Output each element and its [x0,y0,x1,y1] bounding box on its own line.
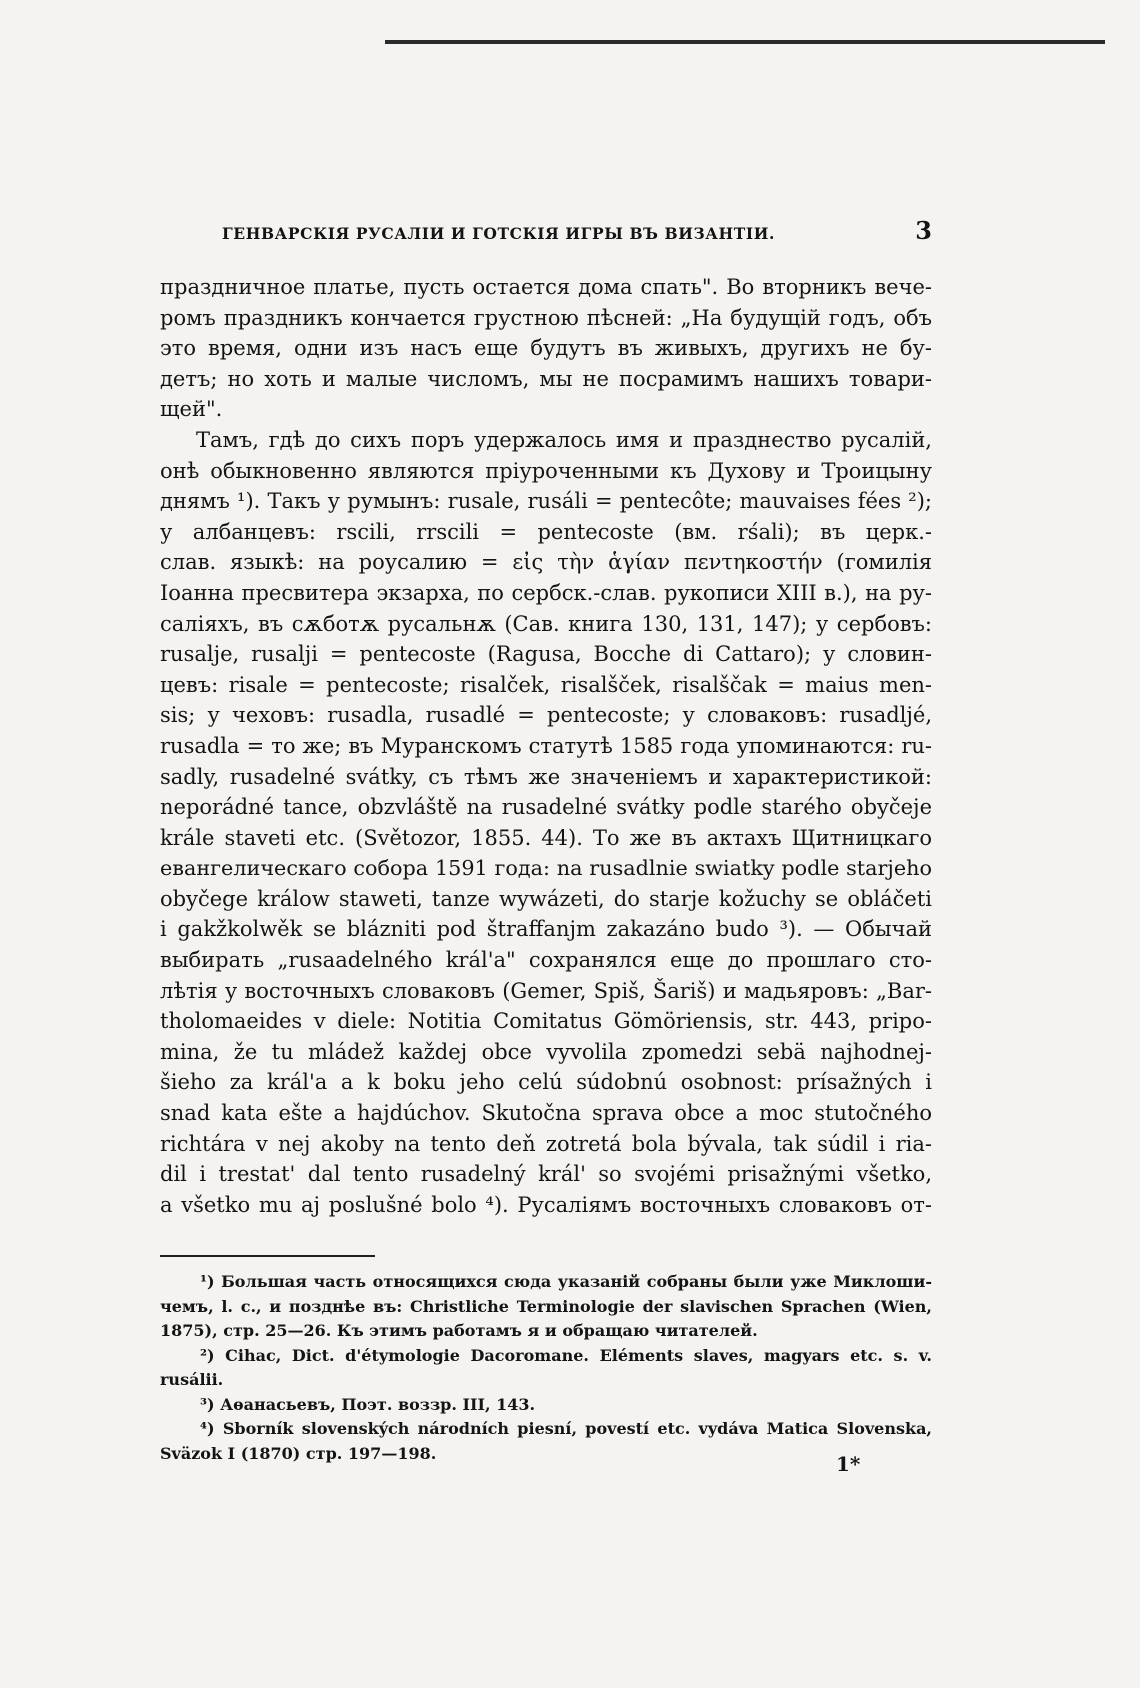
footnote-line: ⁴) Sborník slovenských národních piesní, povestí etc. vydáva Matica Slovenska, [200,1419,932,1438]
text-line: šieho za král'a a k boku jeho celú súdobnú osobnost: prísažných i [160,1070,932,1095]
text-line: это время, одни изъ насъ еще будутъ въ живыхъ, другихъ не бу- [160,336,932,361]
text-line: слав. языкѣ: на роусалию = εἰς τὴν ἁγίαν πεντηκοστήν (гомилія [160,550,932,575]
text-line: Іоанна пресвитера экзарха, по сербск.-слав. рукописи XIII в.), на ру- [160,580,932,605]
text-line: праздничное платье, пусть остается дома спать". Во вторникъ вече- [160,275,932,299]
text-line: richtára v nej akoby na tento deň zotretá bola bývala, tak súdil i ria- [160,1131,932,1156]
text-line: rusalje, rusalji = pentecoste (Ragusa, Bocche di Cattaro); у словин- [160,642,932,667]
text-line: у албанцевъ: rscili, rrscili = pentecoste (вм. rśali); въ церк.- [160,519,932,544]
footnote-rule [160,1255,375,1257]
text-line: лѣтія у восточныхъ словаковъ (Gemer, Spiš, Šariš) и мадьяровъ: „Bar- [160,978,932,1003]
text-line: выбирать „rusaadelného král'a" сохранялся еще до прошлаго сто- [160,948,932,973]
text-line: obyčege králow staweti, tanze wywázeti, do starje kožuchy se obláčeti [160,886,932,911]
body-text [160,272,932,1220]
top-rule [385,40,1105,44]
text-line: rusadla = то же; въ Муранскомъ статутѣ 1585 года упоминаются: ru- [160,733,932,758]
footnote-line: чемъ, l. c., и позднѣе въ: Christliche Terminologie der slavischen Sprachen (Wien, [160,1296,932,1316]
running-head [222,216,932,256]
footnote-line: rusálii. [160,1370,224,1389]
text-line: ромъ праздникъ кончается грустною пѣсней: „На будущій годъ, объ [160,305,932,330]
text-line: sis; у чеховъ: rusadla, rusadlé = pentecoste; у словаковъ: rusadljé, [160,703,932,728]
signature-mark: 1* [836,1452,861,1476]
footnote-line: ³) Аѳанасьевъ, Поэт. воззр. III, 143. [200,1394,536,1414]
footnotes [160,1270,932,1466]
footnote-line: 1875), стр. 25—26. Къ этимъ работамъ я и обращаю читателей. [160,1321,758,1340]
text-line: днямъ ¹). Такъ у румынъ: rusale, rusáli = pentecôte; mauvaises fées ²); [160,489,932,514]
footnote-line: ¹) Большая часть относящихся сюда указаній собраны были уже Миклоши- [200,1272,932,1291]
text-line: детъ; но хоть и малые числомъ, мы не посрамимъ нашихъ товари- [160,366,932,391]
running-title: ГЕНВАРСКІЯ РУСАЛІИ И ГОТСКІЯ ИГРЫ ВЪ ВИЗАНТІИ. [222,224,775,243]
text-line: щей". [160,397,223,422]
text-line: a všetko mu aj poslušné bolo ⁴). Русаліямъ восточныхъ словаковъ от- [160,1192,932,1217]
text-line: онѣ обыкновенно являются пріуроченными къ Духову и Троицыну [160,458,932,483]
text-line: цевъ: risale = pentecoste; risalček, risalšček, risalščak = maius men- [160,672,932,697]
text-line: sadly, rusadelné svátky, съ тѣмъ же значеніемъ и характеристикой: [160,764,932,789]
footnote-line: Sväzok I (1870) стр. 197—198. [160,1443,437,1463]
text-line: i gakžkolwěk se bláznitі pod štraffanjm zakazáno budo ³). — Обычай [160,917,932,942]
text-line: евангелическаго собора 1591 года: na rusadlnie swiatky podle starjeho [160,856,932,881]
page-number: 3 [915,216,932,245]
text-line: саліяхъ, въ сѫботѫ русальнѫ (Сав. книга 130, 131, 147); у сербовъ: [160,611,932,636]
text-line: krále staveti etc. (Světozor, 1855. 44). То же въ актахъ Щитницкаго [160,825,932,850]
text-line: neporádné tance, obzvláště na rusadelné svátky podle starého obyčeje [160,795,932,820]
text-line: Тамъ, гдѣ до сихъ поръ удержалось имя и празднество русалій, [196,427,932,452]
text-line: mina, že tu mládež každej obce vyvolila zpomedzi sebä najhodnej- [160,1039,932,1064]
text-line: snad kata ešte a hajdúchov. Skutočna sprava obce a moc stutočného [160,1101,932,1126]
footnote-line: ²) Cihac, Dict. d'étymologie Dacoromane. Eléments slaves, magyars etc. s. v. [200,1345,932,1365]
text-line: tholomaeides v diele: Notitia Comitatus Gömöriensis, str. 443, pripo- [160,1009,932,1034]
text-line: dil i trestat' dal tento rusadelný král' so svojémi prisažnými všetko, [160,1162,932,1187]
